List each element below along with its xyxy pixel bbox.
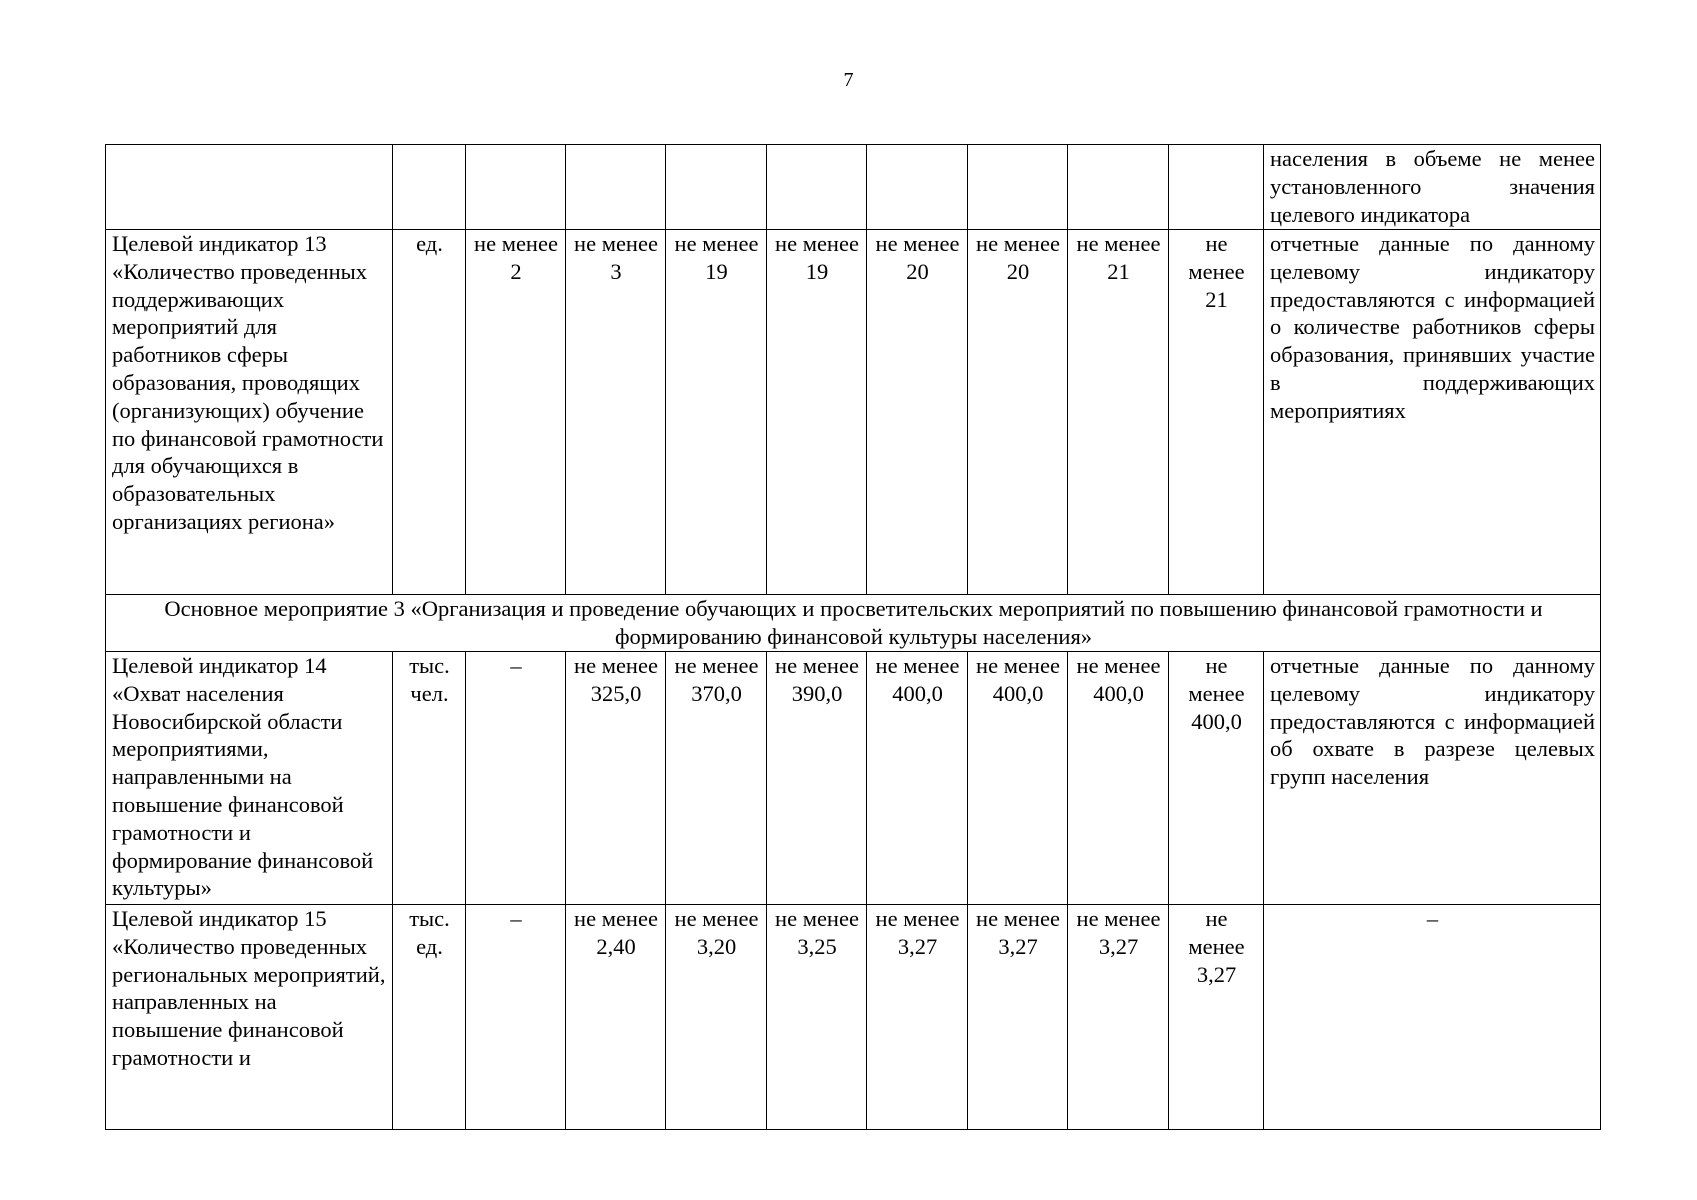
indicator-table — [105, 144, 1601, 1130]
note-cell: отчетные данные по данному целевому индикатору предоставляются с информацией об охвате в разрезе целевых групп населения — [1264, 652, 1601, 905]
value-cell — [1169, 145, 1264, 230]
note-cell: – — [1264, 905, 1601, 1130]
unit-cell: тыс. чел. — [393, 652, 466, 905]
section-heading: Основное мероприятие 3 «Организация и проведение обучающих и просветительских мероприятий по повышению финансовой грамотности и формированию финансовой культуры населения» — [106, 595, 1601, 652]
value-cell: не менее 2 — [466, 230, 566, 595]
value-cell — [666, 145, 767, 230]
indicator-label-cell: Целевой индикатор 15 «Количество проведенных региональных мероприятий, направленных на повышение финансовой грамотности и — [106, 905, 393, 1130]
value-cell: не менее 19 — [666, 230, 767, 595]
table-row — [106, 652, 1601, 905]
value-cell: не менее 3,25 — [767, 905, 867, 1130]
value-cell — [1068, 145, 1169, 230]
indicator-label-cell — [106, 145, 393, 230]
value-cell: не менее 3,20 — [666, 905, 767, 1130]
section-row — [106, 595, 1601, 652]
value-cell: не менее 3,27 — [1068, 905, 1169, 1130]
note-cell: населения в объеме не менее установленного значения целевого индикатора — [1264, 145, 1601, 230]
value-cell: не менее 3 — [566, 230, 666, 595]
value-cell: не менее 19 — [767, 230, 867, 595]
value-cell — [767, 145, 867, 230]
unit-cell: ед. — [393, 230, 466, 595]
value-cell: не менее 400,0 — [968, 652, 1068, 905]
value-cell: не менее 390,0 — [767, 652, 867, 905]
value-cell: не менее 20 — [867, 230, 968, 595]
value-cell: не менее 3,27 — [968, 905, 1068, 1130]
value-cell: не менее 2,40 — [566, 905, 666, 1130]
value-cell: не менее 3,27 — [867, 905, 968, 1130]
note-cell: отчетные данные по данному целевому индикатору предоставляются с информацией о количестве работников сферы образования, принявших участие в поддерживающих мероприятиях — [1264, 230, 1601, 595]
value-cell — [466, 145, 566, 230]
value-cell: – — [466, 652, 566, 905]
indicator-label-cell: Целевой индикатор 13 «Количество проведенных поддерживающих мероприятий для работников сферы образования, проводящих (организующих) обучение по финансовой грамотности для обучающихся в образовательных организациях региона» — [106, 230, 393, 595]
value-cell — [968, 145, 1068, 230]
value-cell: не менее 325,0 — [566, 652, 666, 905]
table-row — [106, 230, 1601, 595]
value-cell — [867, 145, 968, 230]
value-cell: не менее 400,0 — [1169, 652, 1264, 905]
value-cell: не менее 400,0 — [1068, 652, 1169, 905]
value-cell — [566, 145, 666, 230]
value-cell: не менее 21 — [1169, 230, 1264, 595]
table-row — [106, 905, 1601, 1130]
value-cell: не менее 3,27 — [1169, 905, 1264, 1130]
value-cell: не менее 370,0 — [666, 652, 767, 905]
value-cell: не менее 20 — [968, 230, 1068, 595]
unit-cell: тыс. ед. — [393, 905, 466, 1130]
unit-cell — [393, 145, 466, 230]
value-cell: не менее 400,0 — [867, 652, 968, 905]
value-cell: не менее 21 — [1068, 230, 1169, 595]
value-cell: – — [466, 905, 566, 1130]
table-row — [106, 145, 1601, 230]
page-number: 7 — [843, 69, 854, 91]
indicator-label-cell: Целевой индикатор 14 «Охват населения Новосибирской области мероприятиями, направленными на повышение финансовой грамотности и формирование финансовой культуры» — [106, 652, 393, 905]
